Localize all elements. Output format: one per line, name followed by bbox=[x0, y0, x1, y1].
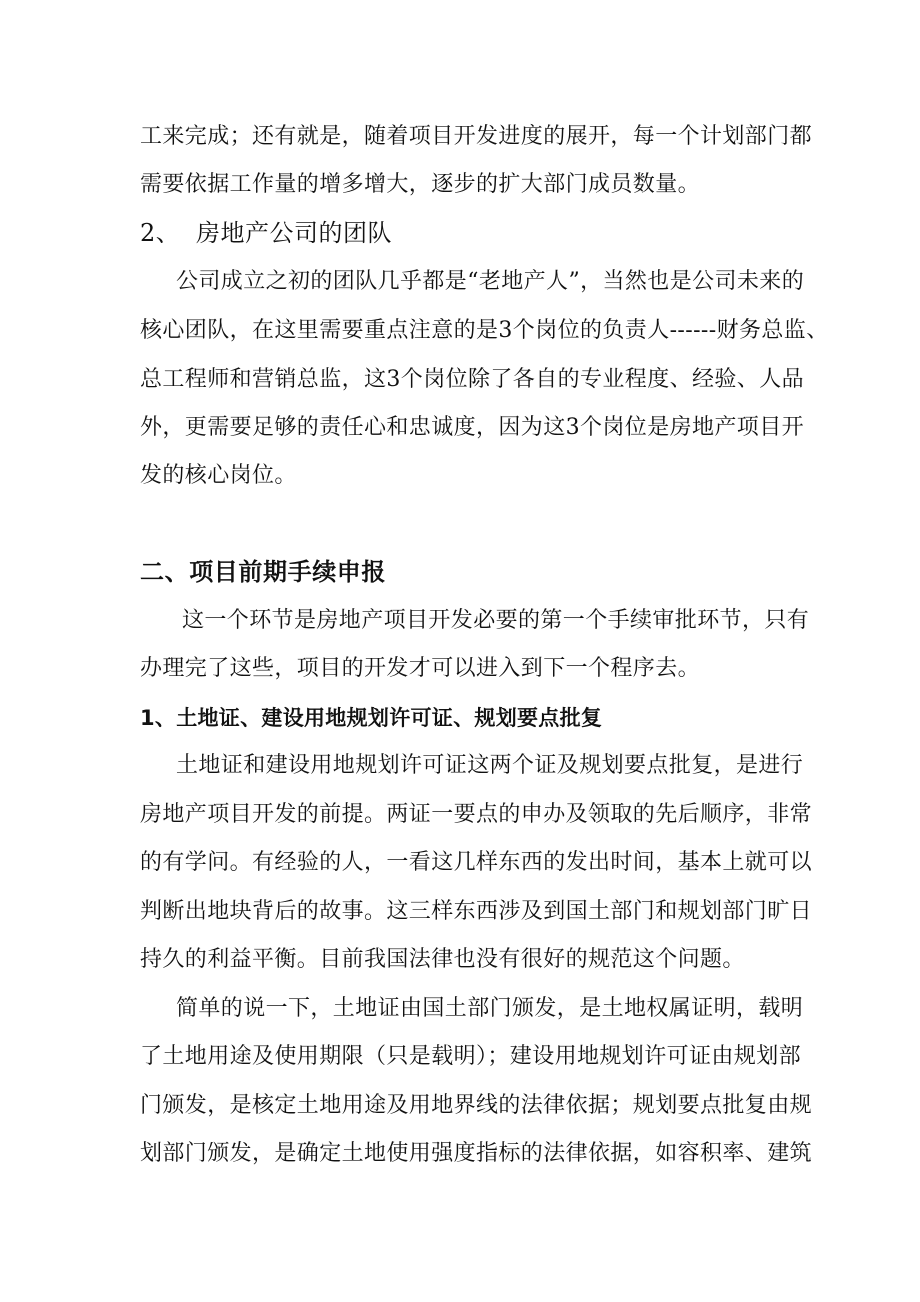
subsection-heading: 1、土地证、建设用地规划许可证、规划要点批复 bbox=[140, 706, 603, 730]
paragraph-line: 公司成立之初的团队几乎都是“老地产人”，当然也是公司未来的 bbox=[176, 269, 805, 294]
paragraph-line: 需要依据工作量的增多增大，逐步的扩大部门成员数量。 bbox=[140, 172, 701, 197]
paragraph-line: 的有学问。有经验的人，一看这几样东西的发出时间，基本上就可以 bbox=[140, 850, 813, 875]
paragraph-line: 发的核心岗位。 bbox=[140, 463, 297, 488]
paragraph-line: 总工程师和营销总监，这3个岗位除了各自的专业程度、经验、人品 bbox=[140, 367, 804, 392]
paragraph-line: 这一个环节是房地产项目开发必要的第一个手续审批环节，只有 bbox=[182, 608, 810, 633]
paragraph-line: 办理完了这些，项目的开发才可以进入到下一个程序去。 bbox=[140, 656, 701, 681]
heading-number: 2、 bbox=[140, 219, 181, 247]
paragraph-line: 判断出地块背后的故事。这三样东西涉及到国土部门和规划部门旷日 bbox=[140, 899, 813, 924]
paragraph-line: 划部门颁发，是确定土地使用强度指标的法律依据，如容积率、建筑 bbox=[140, 1141, 813, 1166]
section-heading-team bbox=[140, 218, 796, 248]
paragraph-line: 外，更需要足够的责任心和忠诚度，因为这3个岗位是房地产项目开 bbox=[140, 415, 804, 440]
paragraph-line: 核心团队，在这里需要重点注意的是3个岗位的负责人------财务总监、 bbox=[140, 318, 829, 343]
paragraph-line: 持久的利益平衡。目前我国法律也没有很好的规范这个问题。 bbox=[140, 947, 745, 972]
chapter-heading: 二、项目前期手续申报 bbox=[140, 558, 386, 586]
paragraph-line: 工来完成；还有就是，随着项目开发进度的展开，每一个计划部门都 bbox=[140, 124, 813, 149]
paragraph-line: 门颁发，是核定土地用途及用地界线的法律依据；规划要点批复由规 bbox=[140, 1093, 813, 1118]
paragraph-line: 房地产项目开发的前提。两证一要点的申办及领取的先后顺序，非常 bbox=[140, 802, 813, 827]
heading-text: 房地产公司的团队 bbox=[196, 219, 392, 247]
paragraph-line: 简单的说一下，土地证由国土部门颁发，是土地权属证明，载明 bbox=[176, 996, 804, 1021]
paragraph-line: 了土地用途及使用期限（只是载明）；建设用地规划许可证由规划部 bbox=[140, 1044, 802, 1069]
paragraph-line: 土地证和建设用地规划许可证这两个证及规划要点批复，是进行 bbox=[176, 753, 804, 778]
